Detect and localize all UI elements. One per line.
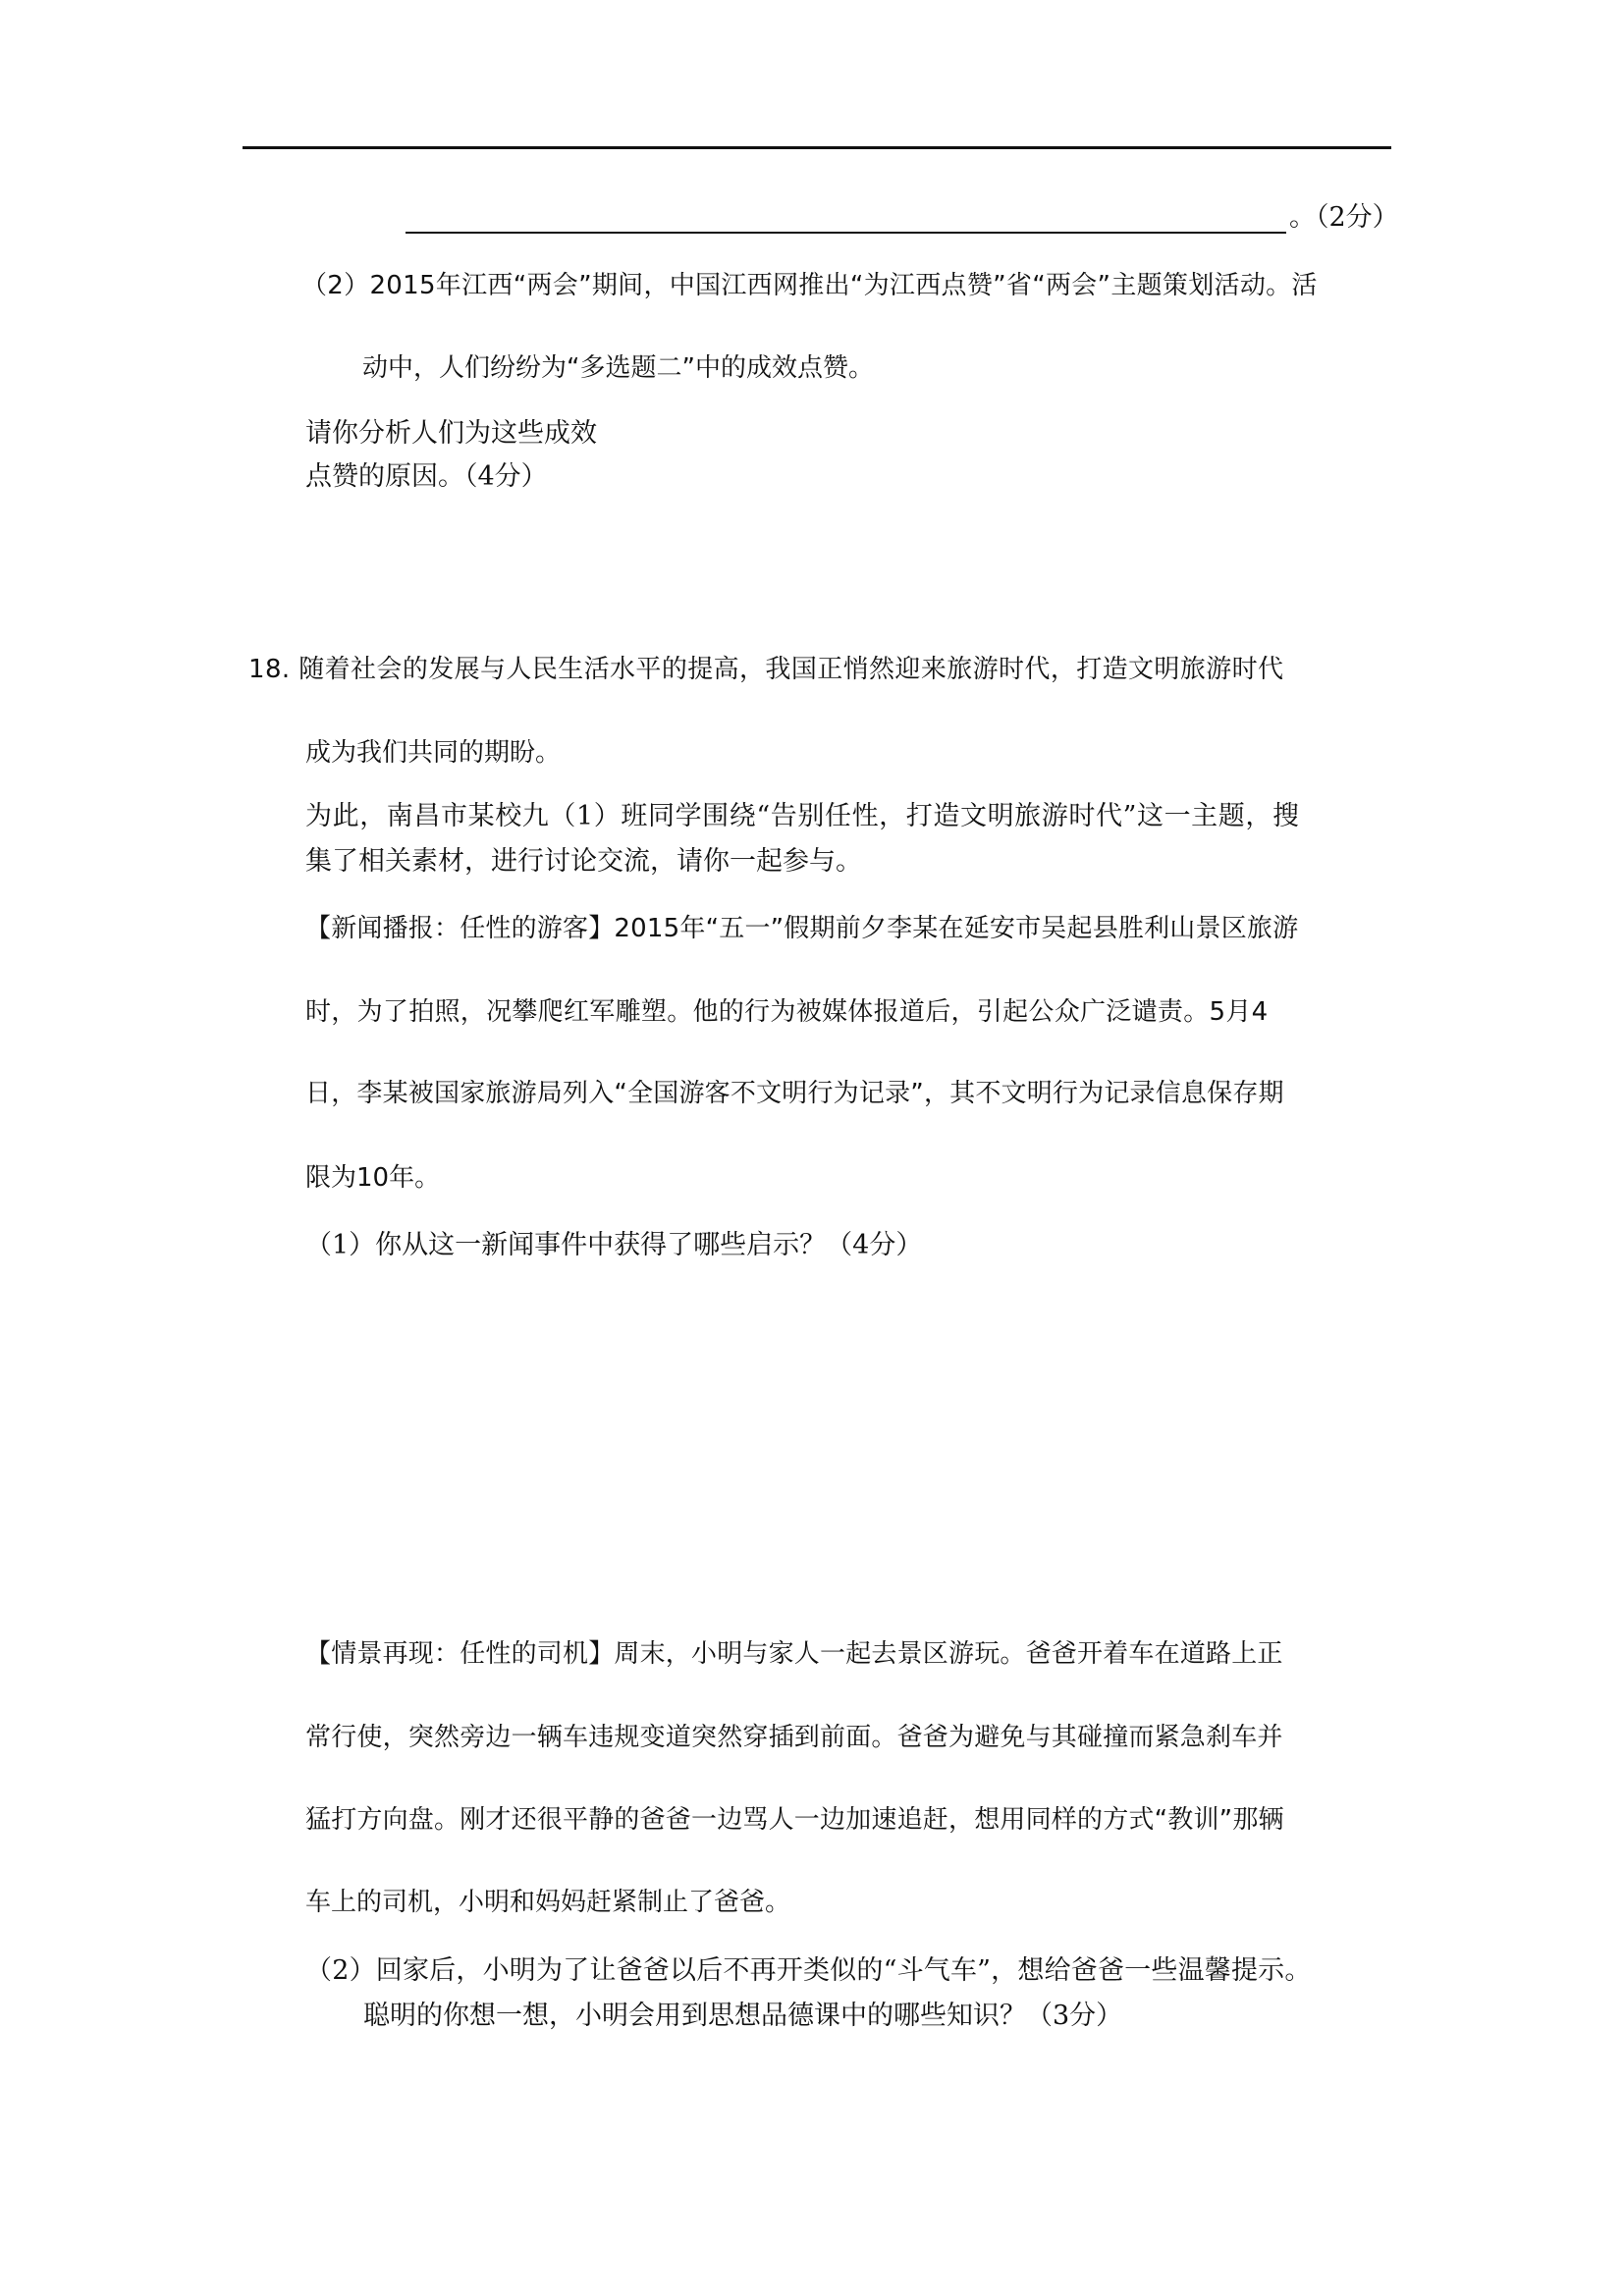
q17-part2-line2: 动中，人们纷纷为“多选题二”中的成效点赞。 <box>362 353 874 383</box>
q18-news-line3: 日，李某被国家旅游局列入“全国游客不文明行为记录”，其不文明行为记录信息保存期 <box>305 1079 1284 1108</box>
q17-part2-line1: （2）2015年江西“两会”期间，中国江西网推出“为江西点赞”省“两会”主题策划活动。活 <box>301 271 1318 300</box>
q18-stem-line1: 18. 随着社会的发展与人民生活水平的提高，我国正悄然迎来旅游时代，打造文明旅游时代 <box>248 655 1284 684</box>
q18-scenario-line3: 猛打方向盘。刚才还很平静的爸爸一边骂人一边加速追赶，想用同样的方式“教训”那辆 <box>305 1805 1284 1835</box>
q18-scenario-line2: 常行使，突然旁边一辆车违规变道突然穿插到前面。爸爸为避免与其碰撞而紧急刹车并 <box>305 1723 1283 1752</box>
q18-sub-question-1: （1）你从这一新闻事件中获得了哪些启示？（4分） <box>305 1230 923 1260</box>
q17-part2-prompt-line1: 请你分析人们为这些成效 <box>305 418 597 449</box>
q18-scenario-line1: 【情景再现：任性的司机】周末，小明与家人一起去景区游玩。爸爸开着车在道路上正 <box>305 1639 1283 1669</box>
q17-part1-points: 。（2分） <box>1289 202 1399 233</box>
answer-blank-line <box>406 232 1286 234</box>
q18-sub-question-2-line2: 聪明的你想一想，小明会用到思想品德课中的哪些知识？（3分） <box>363 2001 1123 2031</box>
q18-news-line4: 限为10年。 <box>305 1163 441 1193</box>
q18-scenario-line4: 车上的司机，小明和妈妈赶紧制止了爸爸。 <box>305 1888 791 1917</box>
q18-news-line2: 时，为了拍照，况攀爬红军雕塑。他的行为被媒体报道后，引起公众广泛谴责。5月4 <box>305 997 1269 1027</box>
q17-part2-prompt-line2: 点赞的原因。（4分） <box>305 461 548 492</box>
q18-intro-line2: 集了相关素材，进行讨论交流，请你一起参与。 <box>305 846 862 877</box>
q18-news-line1: 【新闻播报：任性的游客】2015年“五一”假期前夕李某在延安市吴起县胜利山景区旅游 <box>305 914 1299 943</box>
q18-sub-question-2-line1: （2）回家后，小明为了让爸爸以后不再开类似的“斗气车”，想给爸爸一些温馨提示。 <box>305 1955 1312 1986</box>
q18-stem-line2: 成为我们共同的期盼。 <box>305 738 562 768</box>
header-rule <box>243 146 1391 149</box>
q18-intro-line1: 为此，南昌市某校九（1）班同学围绕“告别任性，打造文明旅游时代”这一主题，搜 <box>305 801 1300 831</box>
